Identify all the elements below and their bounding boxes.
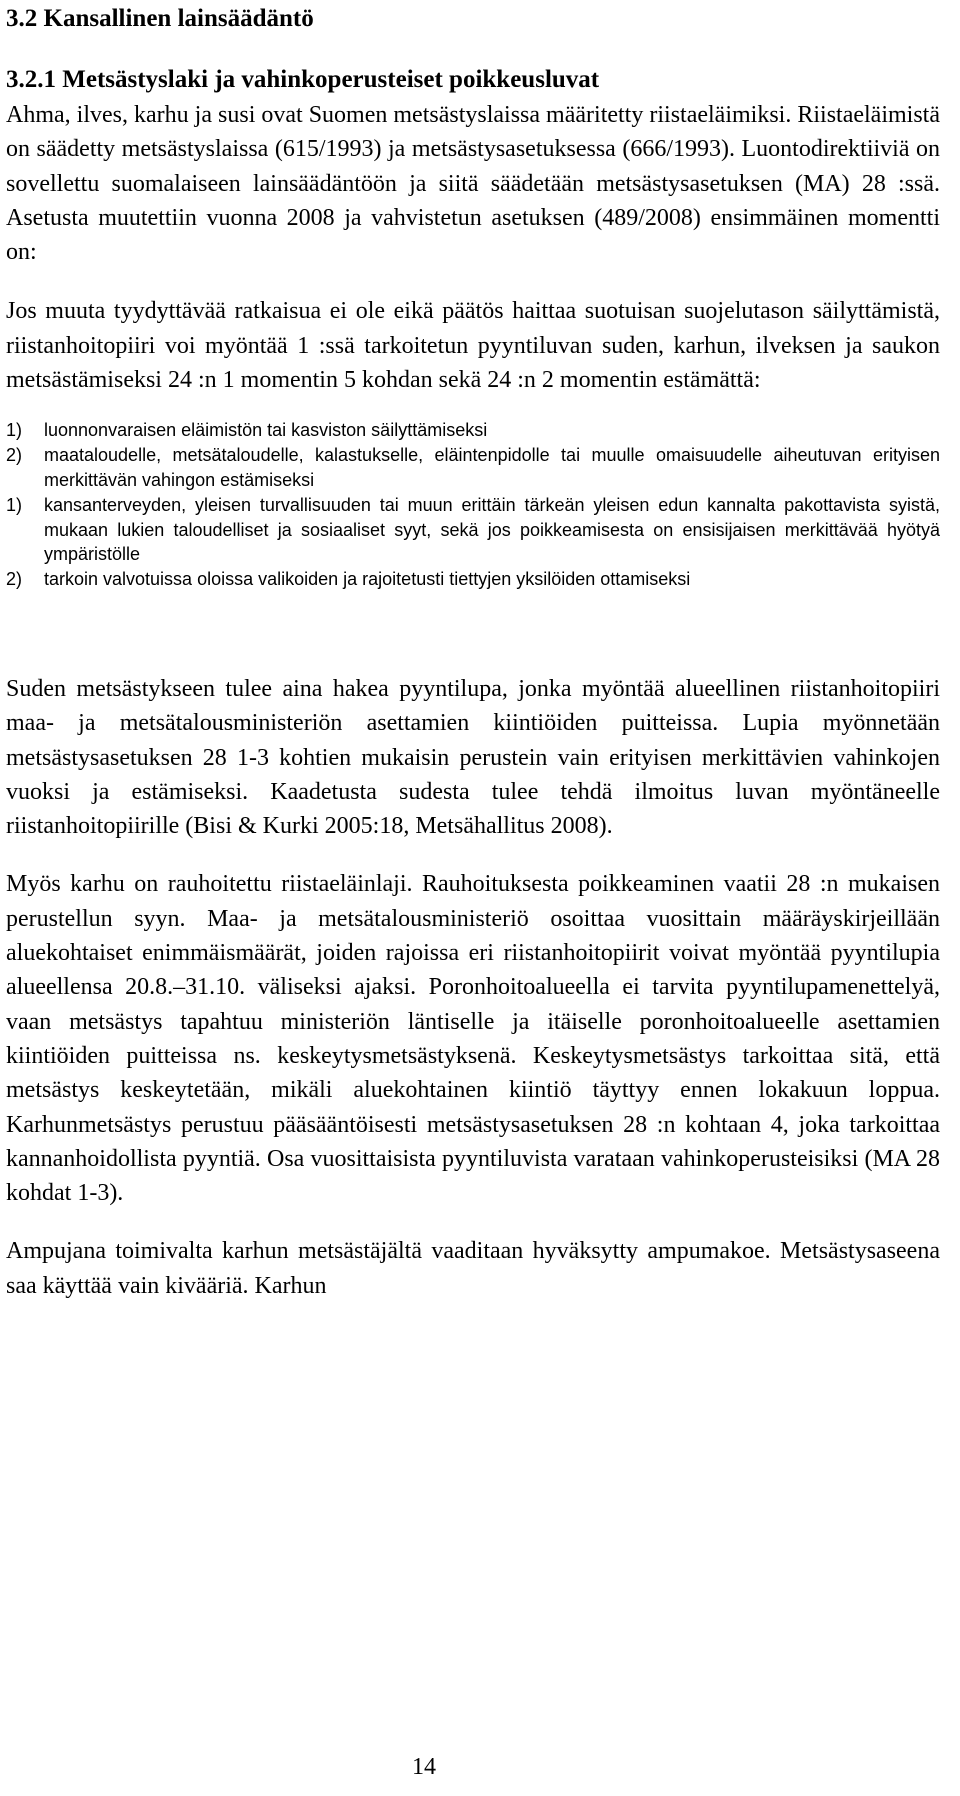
subsection-heading: 3.2.1 Metsästyslaki ja vahinkoperusteiset poikkeusluvat <box>6 66 600 93</box>
law-item-number: 2) <box>6 445 23 466</box>
law-item-text: kansanterveyden, yleisen turvallisuuden tai muun erittäin tärkeän yleisen edun kannalta pakottavista syistä, mukaan lukien taloudelliset ja sosiaaliset syyt, sekä jos poikkeamisesta on ensisijaisen merkittävää hyötyä ympäristölle <box>44 494 940 565</box>
law-item-number: 1) <box>6 420 23 441</box>
law-item <box>6 418 940 443</box>
quoted-law-paragraph: Jos muuta tyydyttävää ratkaisua ei ole eikä päätös haittaa suotuisan suojelutason säilyttämistä, riistanhoitopiiri voi myöntää 1 :ssä tarkoitetun pyyntiluvan suden, karhun, ilveksen ja saukon metsästämiseksi 24 :n 1 momentin 5 kohdan sekä 24 :n 2 momentin estämättä: <box>6 298 940 394</box>
wolf-hunting-paragraph: Suden metsästykseen tulee aina hakea pyyntilupa, jonka myöntää alueellinen riistanhoitopiiri maa- ja metsätalousministeriön asettamien kiintiöiden puitteissa. Lupia myönnetään metsästysasetuksen 28 1-3 kohtien mukaisin perustein vain erityisen merkittävien vahinkojen vuoksi ja estämiseksi. Kaadetusta sudesta tulee tehdä ilmoitus luvan myöntäneelle riistanhoitopiirille (Bisi & Kurki 2005:18, Metsähallitus 2008). <box>6 675 940 840</box>
intro-paragraph: Ahma, ilves, karhu ja susi ovat Suomen metsästyslaissa määritetty riistaeläimiksi. Riistaeläimistä on säädetty metsästyslaissa (615/1993) ja metsästysasetuksessa (666/1993). Luontodirektiiviä on sovellettu suomalaiseen lainsäädäntöön ja siitä säädetään metsästysasetuksen (MA) 28 :ssä. Asetusta muutettiin vuonna 2008 ja vahvistetun asetuksen (489/2008) ensimmäinen momentti on: <box>6 102 940 266</box>
law-item-number: 1) <box>6 494 23 515</box>
law-item-text: luonnonvaraisen eläimistön tai kasviston säilyttämiseksi <box>44 420 488 441</box>
law-item <box>6 443 940 493</box>
law-item-list <box>6 418 940 592</box>
law-item-text: tarkoin valvotuissa oloissa valikoiden ja rajoitetusti tiettyjen yksilöiden ottamiseksi <box>44 569 691 590</box>
page-number: 14 <box>412 1754 436 1780</box>
law-item <box>6 493 940 567</box>
law-item <box>6 567 940 592</box>
document-page <box>6 0 940 1303</box>
bear-protection-paragraph: Myös karhu on rauhoitettu riistaeläinlaji. Rauhoituksesta poikkeaminen vaatii 28 :n mukaisen perustellun syyn. Maa- ja metsätalousministeriö osoittaa vuosittain määräyskirjeillään aluekohtaiset enimmäismäärät, joiden rajoissa eri riistanhoitopiirit voivat myöntää pyyntilupia alueellensa 20.8.–31.10. väliseksi ajaksi. Poronhoitoalueella ei tarvita pyyntilupamenettelyä, vaan metsästys tapahtuu ministeriön läntiselle ja itäiselle poronhoitoalueelle asettamien kiintiöiden puitteissa ns. keskeytysmetsästyksenä. Keskeytysmetsästys tarkoittaa sitä, että metsästys keskeytetään, mikäli aluekohtainen kiintiö täyttyy ennen lokakuun loppua. Karhunmetsästys perustuu pääsääntöisesti metsästysasetuksen 28 :n kohtaan 4, joka tarkoittaa kannanhoidollista pyyntiä. Osa vuosittaisista pyyntiluvista varataan vahinkoperusteisiksi (MA 28 kohdat 1-3). <box>6 871 940 1207</box>
law-item-number: 2) <box>6 569 23 590</box>
shooter-requirements-paragraph: Ampujana toimivalta karhun metsästäjältä vaaditaan hyväksytty ampumakoe. Metsästysaseena saa käyttää vain kivääriä. Karhun <box>6 1238 940 1299</box>
section-heading: 3.2 Kansallinen lainsäädäntö <box>6 5 314 32</box>
law-item-text: maataloudelle, metsätaloudelle, kalastukselle, eläintenpidolle tai muulle omaisuudelle aiheutuvan erityisen merkittävän vahingon estämiseksi <box>44 445 940 490</box>
